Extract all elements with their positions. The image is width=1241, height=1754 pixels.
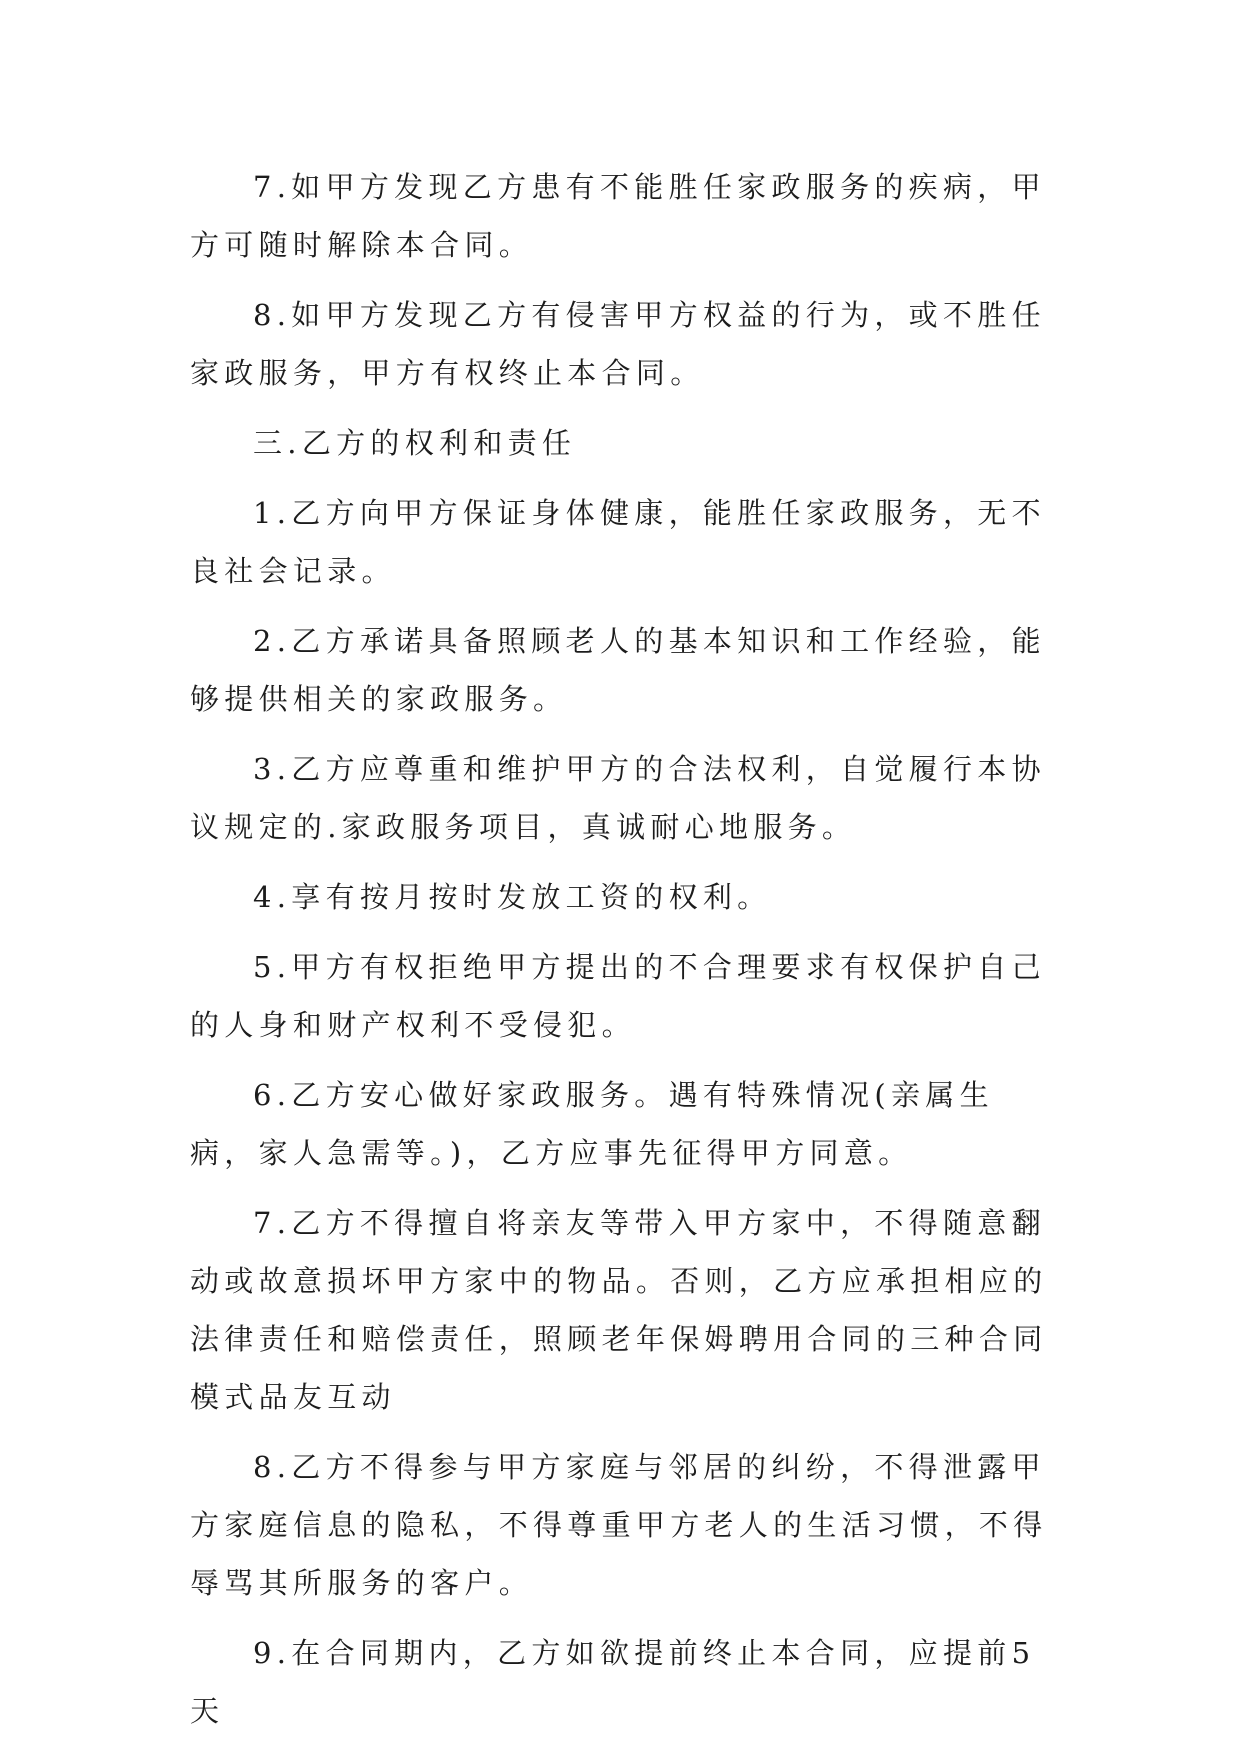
paragraph-item-6-service: 6.乙方安心做好家政服务。遇有特殊情况(亲属生病，家人急需等。)，乙方应事先征得甲方同意。 bbox=[190, 1078, 994, 1170]
paragraph-item-8-termination: 8.如甲方发现乙方有侵害甲方权益的行为，或不胜任家政服务，甲方有权终止本合同。 bbox=[190, 298, 1046, 390]
paragraph-item-4-wages: 4.享有按月按时发放工资的权利。 bbox=[253, 880, 772, 914]
document-body bbox=[190, 158, 1052, 1752]
paragraph-item-7-disease: 7.如甲方发现乙方患有不能胜任家政服务的疾病，甲方可随时解除本合同。 bbox=[190, 170, 1046, 262]
paragraph-item-7-visitors: 7.乙方不得擅自将亲友等带入甲方家中，不得随意翻动或故意损坏甲方家中的物品。否则，乙方应承担相应的法律责任和赔偿责任，照顾老年保姆聘用合同的三种合同模式品友互动 bbox=[190, 1206, 1048, 1414]
paragraph-item-2-knowledge: 2.乙方承诺具备照顾老人的基本知识和工作经验，能够提供相关的家政服务。 bbox=[190, 624, 1046, 716]
paragraph-item-8-disputes: 8.乙方不得参与甲方家庭与邻居的纠纷，不得泄露甲方家庭信息的隐私，不得尊重甲方老人的生活习惯，不得辱骂其所服务的客户。 bbox=[190, 1450, 1048, 1600]
paragraph-item-1-health: 1.乙方向甲方保证身体健康，能胜任家政服务，无不良社会记录。 bbox=[190, 496, 1046, 588]
paragraph-item-3-respect: 3.乙方应尊重和维护甲方的合法权利，自觉履行本协议规定的.家政服务项目，真诚耐心地服务。 bbox=[190, 752, 1046, 844]
paragraph-item-5-refuse: 5.甲方有权拒绝甲方提出的不合理要求有权保护自己的人身和财产权利不受侵犯。 bbox=[190, 950, 1046, 1042]
section-heading-party-b-rights: 三.乙方的权利和责任 bbox=[253, 426, 577, 460]
paragraph-item-9-early-termination: 9.在合同期内，乙方如欲提前终止本合同，应提前5天 bbox=[190, 1636, 1036, 1728]
